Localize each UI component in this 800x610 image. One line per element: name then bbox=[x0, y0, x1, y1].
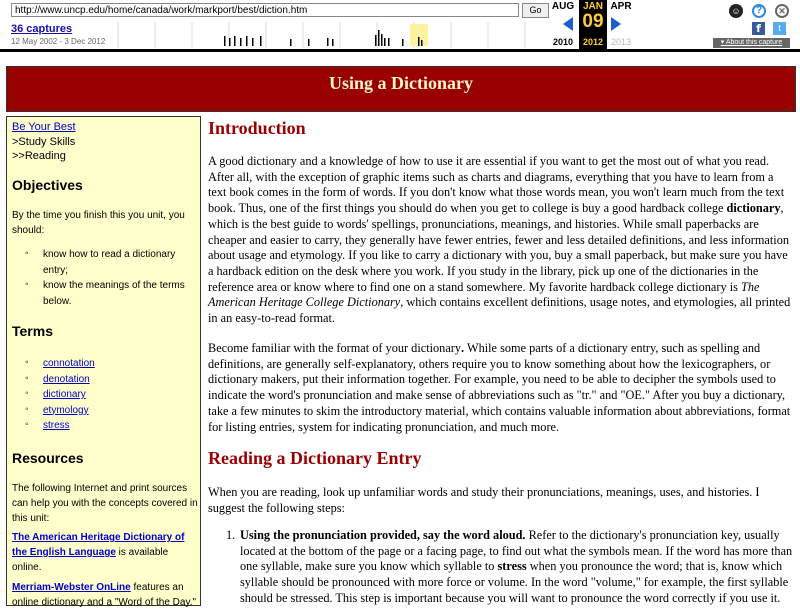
list-item bbox=[25, 418, 185, 434]
resource-2-text: features an online dictionary and a "Word of the Day." bbox=[12, 582, 197, 608]
close-icon[interactable]: ✕ bbox=[775, 4, 789, 18]
breadcrumb-reading: >>Reading bbox=[12, 150, 66, 162]
prev-month-link[interactable]: AUG bbox=[551, 1, 575, 12]
p1-text-a: A good dictionary and a knowledge of how to use it are essential if you want to get the most out of what you read. After all, with the exception of graphic items such as charts and diagrams, everything that you have to learn from a text book comes in the form of words. If you don't know what those words mean, you won't learn much from the text book. Thus, one of the first things you should do when you get to college is buy a good hardback college bbox=[208, 154, 785, 216]
twitter-icon[interactable]: t bbox=[773, 22, 786, 35]
reading-entry-heading: Reading a Dictionary Entry bbox=[208, 448, 422, 468]
list-item bbox=[25, 387, 185, 403]
term-denotation-link[interactable]: denotation bbox=[43, 373, 90, 385]
prev-capture-arrow-icon[interactable] bbox=[563, 17, 573, 31]
reading-paragraph: When you are reading, look up unfamiliar words and study their pronunciations, meanings, uses, and histories. I suggest the following steps: bbox=[208, 485, 760, 515]
resource-2 bbox=[12, 580, 198, 610]
capture-date-range: 12 May 2002 - 3 Dec 2012 bbox=[11, 37, 106, 46]
merriam-webster-link[interactable]: Merriam-Webster OnLine bbox=[12, 582, 131, 593]
step-1-stress-term: stress bbox=[497, 559, 527, 574]
about-capture-label: About this capture bbox=[725, 39, 783, 46]
step-1-text-b: when you pronounce the word; that is, know which syllable should be pronounced with more force or volume. In the word "volume," for example, the first syllable should be stressed. This step is important because you will want to pronounce the word correctly if you use it. bbox=[240, 559, 789, 605]
p1-dictionary-term: dictionary bbox=[726, 201, 781, 216]
page-banner bbox=[6, 66, 796, 112]
p1-text-c: , which contains excellent definitions, usage notes, and etymologies, all printed in an easy-to-read format. bbox=[208, 295, 791, 326]
step-1-text-a: Refer to the dictionary's pronunciation key, usually located at the bottom of the page or a facing page, to find out what the symbols mean. If the word has more than one syllable, make sure you know which syllable to bbox=[240, 528, 793, 574]
american-heritage-dictionary-link[interactable]: The American Heritage Dictionary of the English Language bbox=[12, 532, 185, 558]
about-capture-link[interactable]: ▾ About this capture bbox=[713, 38, 790, 48]
terms-heading: Terms bbox=[12, 323, 53, 339]
page-title: Using a Dictionary bbox=[329, 73, 473, 93]
resources-heading: Resources bbox=[12, 450, 84, 466]
term-connotation-link[interactable]: connotation bbox=[43, 358, 95, 369]
terms-list bbox=[25, 356, 185, 434]
p2-period: . bbox=[461, 341, 465, 355]
steps-list bbox=[208, 528, 793, 607]
resource-1 bbox=[12, 530, 198, 575]
facebook-icon[interactable]: f bbox=[752, 22, 765, 35]
resources-intro: The following Internet and print sources can help you with the concepts covered in this unit: bbox=[12, 483, 198, 524]
introduction-heading: Introduction bbox=[208, 118, 306, 138]
next-month-link[interactable]: APR bbox=[610, 1, 632, 12]
p2-text-a: Become familiar with the format of your dictionary bbox=[208, 341, 462, 355]
wayback-toolbar bbox=[0, 0, 800, 52]
term-stress-link[interactable]: stress bbox=[43, 420, 70, 431]
p2-text-b: While some parts of a dictionary entry, such as spelling and definitions, are generally self-explanatory, others require you to know something about how the lexicographers, or dictionary makers, put their information together. For example, you need to be able to decipher the symbols used to indicate the word's pronunciation and make sense of abbreviations such as "tr." and "OE." After you buy a dictionary, take a few minutes to skim the introductory material, which contains valuable information about abbreviations, format for listing entries, system for indicating pronunciation, and much more. bbox=[208, 341, 791, 434]
sidebar bbox=[6, 116, 201, 606]
next-capture-arrow-icon[interactable] bbox=[611, 17, 621, 31]
go-button[interactable]: Go bbox=[522, 3, 549, 18]
current-day: 09 bbox=[582, 11, 604, 32]
p1-book-title: The American Heritage College Dictionary bbox=[208, 279, 760, 310]
list-item bbox=[25, 403, 185, 419]
intro-paragraph-1 bbox=[208, 154, 793, 327]
capture-sparkline[interactable] bbox=[100, 22, 548, 48]
objectives-list bbox=[25, 247, 185, 309]
step-1-number: 1. bbox=[226, 528, 236, 542]
breadcrumb-study-skills: >Study Skills bbox=[12, 136, 76, 148]
objectives-intro: By the time you finish this you unit, you should: bbox=[12, 210, 185, 236]
next-year: 2013 bbox=[610, 37, 632, 47]
list-item bbox=[25, 372, 185, 388]
current-month: JAN bbox=[582, 1, 603, 12]
term-dictionary-link[interactable]: dictionary bbox=[43, 389, 86, 400]
step-1-title: Using the pronunciation provided, say the word aloud. bbox=[240, 528, 526, 542]
list-item: ◦ know how to read a dictionary entry; bbox=[25, 247, 185, 278]
help-icon[interactable]: ? bbox=[752, 4, 766, 18]
objectives-heading: Objectives bbox=[12, 177, 83, 193]
captures-link[interactable]: 36 captures bbox=[11, 23, 73, 35]
list-item bbox=[208, 528, 793, 607]
p1-text-b: , which is the best guide to words' spellings, pronunciations, meanings, and histories. While small paperbacks are cheaper and easier to carry, they generally have fewer entries, fewer and less detailed definitions, and less information about usage and etymology. If you like to carry a dictionary with you, buy a small paperback, but make sure you have a hardback edition on the desk where you work. If you study in the library, pick up one of the dictionaries in the reference area or know where to find one on a stand somewhere. My favorite hardback college dictionary is bbox=[208, 201, 790, 294]
current-year: 2012 bbox=[582, 37, 604, 47]
resource-1-text: is available online. bbox=[12, 547, 169, 573]
list-item bbox=[25, 356, 185, 372]
intro-paragraph-2 bbox=[208, 341, 793, 435]
term-etymology-link[interactable]: etymology bbox=[43, 404, 89, 416]
prev-year-link[interactable]: 2010 bbox=[552, 37, 574, 47]
list-item: ◦ know the meanings of the terms below. bbox=[25, 278, 185, 309]
user-icon[interactable]: ☺ bbox=[729, 4, 743, 18]
breadcrumb-be-your-best-link[interactable]: Be Your Best bbox=[12, 121, 76, 133]
url-input[interactable] bbox=[11, 3, 519, 17]
